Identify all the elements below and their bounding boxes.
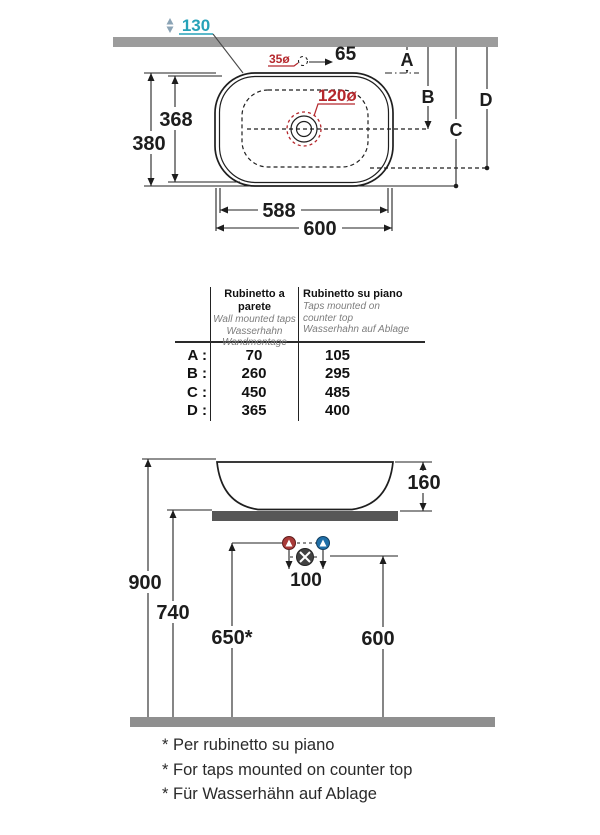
value-counter-top: 105 (324, 346, 351, 364)
value-counter-top: 485 (324, 383, 351, 401)
column-subtitle: Wandmontage (222, 337, 287, 348)
wall-distance-refs (398, 47, 495, 188)
drain-annotation (287, 86, 357, 146)
dim-650-label: 650* (211, 627, 253, 649)
footnotes (162, 733, 412, 807)
dim-740-label: 740 (156, 602, 190, 624)
row-label: A : (187, 346, 207, 364)
tap-position-table (175, 285, 425, 423)
width-dimensions (216, 188, 392, 240)
value-counter-top: 400 (324, 402, 351, 419)
row-label: B : (187, 365, 207, 382)
value-wall-mounted: 260 (241, 365, 267, 382)
column-subtitle: Wall mounted taps (213, 314, 296, 325)
ref-d-label: D (479, 90, 493, 110)
dim-588-label: 588 (262, 200, 296, 222)
red-leader (314, 104, 355, 116)
dim-380-label: 380 (132, 133, 166, 155)
basin-height-dimension (395, 462, 444, 511)
label-120-diameter: 120ø (318, 86, 357, 105)
tap-hole-annotation (268, 44, 357, 66)
footnote-line: * For taps mounted on counter top (162, 760, 413, 779)
table-row (175, 402, 425, 420)
water-connections (229, 537, 399, 592)
column-subtitle: Taps mounted on (303, 301, 380, 312)
ref-b-label: B (421, 87, 435, 107)
value-counter-top: 295 (324, 365, 351, 382)
ref-a-label: A (400, 50, 414, 70)
column-title: Rubinetto a parete (224, 288, 285, 313)
row-label: D : (187, 402, 207, 419)
table-row (175, 365, 425, 383)
table-row (175, 383, 425, 401)
dim-65-label: 65 (335, 44, 357, 65)
footnote-line: * Für Wasserhähn auf Ablage (162, 785, 377, 803)
ref-c-label: C (449, 120, 463, 140)
dim-600-top-label: 600 (303, 218, 337, 240)
col-header-wall-mounted (211, 288, 298, 349)
label-35-diameter: 35ø (269, 52, 290, 66)
counter-slab (212, 511, 398, 521)
arrow-down-icon (167, 27, 174, 34)
table-row (175, 346, 425, 364)
value-wall-mounted: 365 (241, 402, 267, 419)
value-wall-mounted: 70 (245, 346, 263, 364)
dim-900-label: 900 (128, 572, 162, 594)
tap-hole-circle (299, 57, 308, 66)
column-subtitle: Wasserhahn auf Ablage (303, 324, 410, 335)
wall-bar (113, 37, 498, 47)
column-subtitle: counter top (303, 312, 354, 324)
value-wall-mounted: 450 (241, 383, 267, 401)
dim-100-label: 100 (290, 570, 322, 591)
footnote-line: * Per rubinetto su piano (162, 736, 335, 754)
dim-160-label: 160 (407, 472, 441, 494)
floor-bar (130, 717, 495, 727)
basin-side-profile (217, 462, 393, 510)
column-title: Rubinetto su piano (303, 288, 403, 300)
dim-130-label: 130 (181, 16, 211, 35)
side-view (124, 459, 495, 727)
arrow-up-icon (167, 18, 174, 25)
row-label: C : (187, 383, 207, 401)
col-header-counter-top (303, 288, 425, 336)
dim-600-side-label: 600 (361, 628, 395, 650)
dim-368-label: 368 (159, 109, 193, 131)
arrow-right (325, 59, 333, 66)
column-subtitle: Wasserhahn (226, 325, 283, 337)
top-view (113, 16, 498, 240)
